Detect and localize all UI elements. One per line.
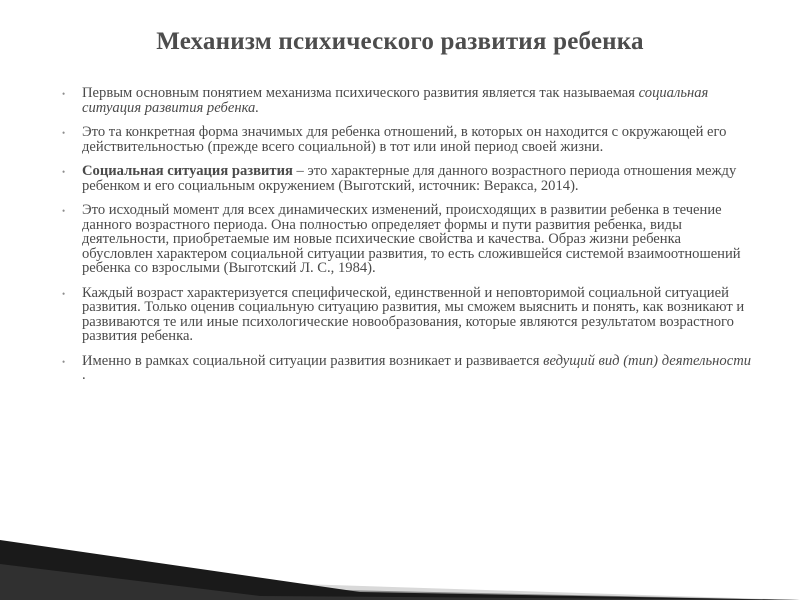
bullet-list	[62, 86, 752, 393]
footer-swoosh-graphic	[0, 540, 800, 600]
bullet-item-2	[62, 125, 752, 154]
bullet-italic-term: ведущий вид (тип) деятельности	[543, 352, 752, 369]
bullet-text: Первым основным понятием механизма психического развития является так называемая	[82, 85, 639, 101]
bullet-text: Это исходный момент для всех динамических изменений, происходящих в развитии ребенка в течение данного возрастного периода. Она полностью определяет формы и пути развития ребенка, виды деятельности, приобретаемые им новые психические свойства и качества. Образ жизни ребенка обусловлен характером социальной ситуации развития, то есть сложившейся системой взаимоотношений ребенка со взрослыми (Выготский Л. С., 1984).	[82, 202, 741, 276]
bullet-text: Каждый возраст характеризуется специфической, единственной и неповторимой социальной ситуацией развития. Только оценив социальную ситуацию развития, мы сможем выяснить и понять, как возникают и развиваются те или иные психологические новообразования, которые являются результатом возрастного развития ребенка.	[82, 284, 745, 344]
bullet-text-end: .	[82, 367, 86, 383]
bullet-item-5	[62, 286, 752, 344]
bullet-item-3	[62, 164, 752, 193]
bullet-text: Это та конкретная форма значимых для ребенка отношений, в которых он находится с окружающей его действительностью (прежде всего социальной) в тот или иной период своей жизни.	[82, 124, 727, 155]
slide-title: Механизм психического развития ребенка	[156, 28, 644, 55]
decorative-footer-band	[0, 540, 800, 600]
bullet-marker: •	[62, 89, 66, 99]
bullet-marker: •	[62, 288, 66, 299]
bullet-text: Именно в рамках социальной ситуации развития возникает и развивается	[82, 352, 544, 369]
bullet-marker: •	[62, 356, 66, 367]
bullet-item-6	[62, 354, 752, 383]
bullet-bold-term: Социальная ситуация развития	[82, 163, 293, 179]
bullet-item-1	[62, 86, 752, 115]
bullet-marker: •	[62, 167, 66, 177]
bullet-italic-term: социальная ситуация развития ребенка.	[82, 85, 709, 116]
bullet-item-4	[62, 203, 752, 276]
bullet-text: – это характерные для данного возрастного периода отношения между ребенком и его социальным окружением (Выготский, источник: Веракса, 2014).	[82, 163, 737, 194]
bullet-marker: •	[62, 128, 66, 138]
bullet-marker: •	[62, 206, 66, 216]
